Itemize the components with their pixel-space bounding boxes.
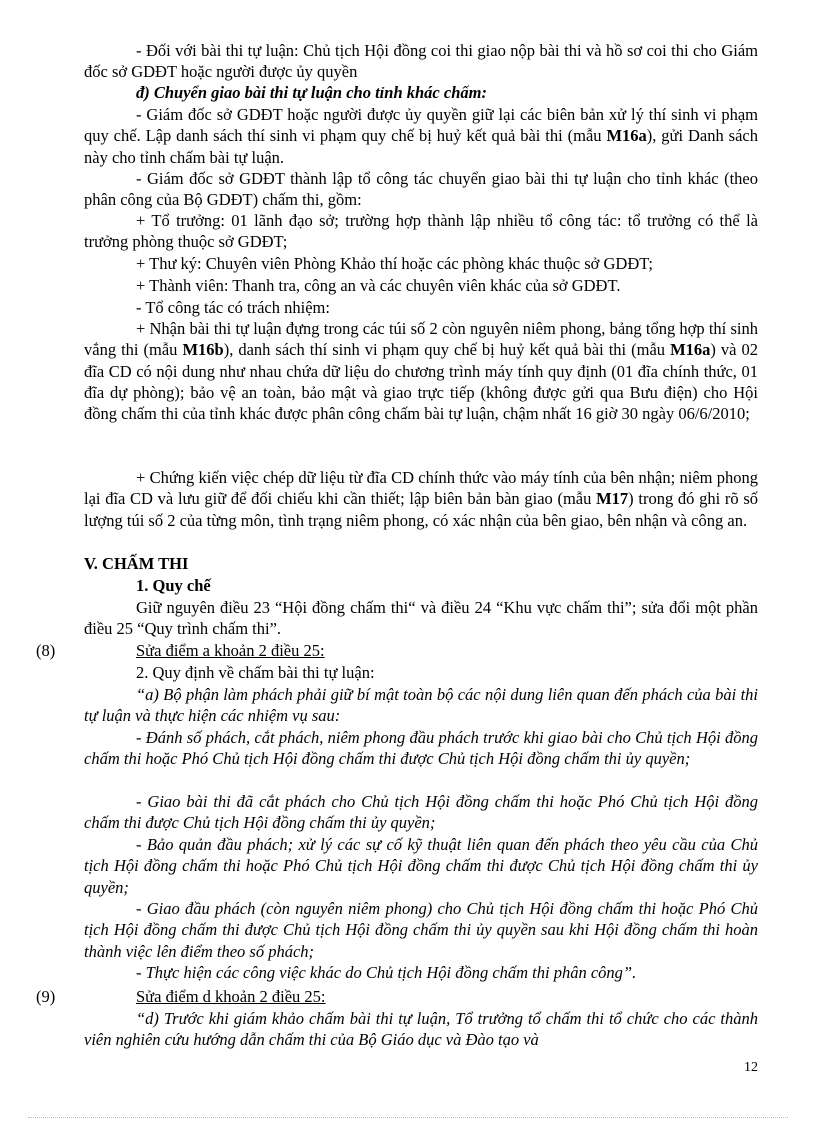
quote-number-seal: - Đánh số phách, cắt phách, niêm phong đầu phách trước khi giao bài cho Chủ tịch Hội đồng chấm thi hoặc Phó Chủ tịch Hội đồng chấm thi được Chủ tịch Hội đồng chấm thi ủy quyền; [84,728,758,769]
paragraph-members: + Thành viên: Thanh tra, công an và các chuyên viên khác của sở GDĐT. [136,276,621,295]
form-code-m17: M17 [596,489,629,509]
form-code-m16a: M16a [606,126,647,146]
paragraph-violation-list: - Giám đốc sở GDĐT hoặc người được ủy quyền giữ lại các biên bản xử lý thí sinh vi phạm quy chế. Lập danh sách thí sinh vi phạm quy chế bị huỷ kết quả bài thi (mẫu M16a), gửi Danh sách này cho tỉnh chấm bài tự luận. [84,105,758,167]
paragraph-team-leader: + Tổ trưởng: 01 lãnh đạo sở; trường hợp thành lập nhiều tổ công tác: tổ trưởng có thể là trưởng phòng thuộc sở GDĐT; [84,211,758,252]
paragraph-responsibilities: - Tổ công tác có trách nhiệm: [136,298,330,317]
quote-item-d: “d) Trước khi giám khảo chấm bài thi tự luận, Tổ trưởng tổ chấm thi tổ chức cho các thành viên nghiên cứu hướng dẫn chấm thi của Bộ Giáo dục và Đào tạo và [84,1009,758,1050]
page-number: 12 [744,1060,758,1075]
form-code-m16b: M16b [182,340,224,360]
paragraph-task-force: - Giám đốc sở GDĐT thành lập tổ công tác chuyển giao bài thi tự luận cho tỉnh khác (theo phân công của Bộ GDĐT) chấm thi, gồm: [84,169,758,210]
margin-marker-8: (8) [36,641,56,660]
quote-other-tasks: - Thực hiện các công việc khác do Chủ tịch Hội đồng chấm thi phân công”. [136,963,637,982]
section-v1-heading: 1. Quy chế [136,576,211,595]
quote-hand-over-heads: - Giao đầu phách (còn nguyên niêm phong) cho Chủ tịch Hội đồng chấm thi hoặc Phó Chủ tịch Hội đồng chấm thi được Chủ tịch Hội đồng chấm thi ủy quyền sau khi Hội đồng chấm thi hoàn thành việc lên điểm theo số phách; [84,899,758,961]
page-bottom-divider [28,1117,788,1118]
quote-item-a: “a) Bộ phận làm phách phải giữ bí mật toàn bộ các nội dung liên quan đến phách của bài thi tự luận và thực hiện các nhiệm vụ sau: [84,685,758,726]
paragraph-essay-submission: - Đối với bài thi tự luận: Chủ tịch Hội đồng coi thi giao nộp bài thi và hồ sơ coi thi cho Giám đốc sở GDĐT hoặc người được ủy quyền [84,41,758,82]
paragraph-witness-copy: + Chứng kiến việc chép dữ liệu từ đĩa CD chính thức vào máy tính của bên nhận; niêm phong lại đĩa CD và lưu giữ để đối chiếu khi cần thiết; lập biên bản bàn giao (mẫu M17) trong đó ghi rõ số lượng túi số 2 của từng môn, tình trạng niêm phong, có xác nhận của bên giao, bên nhận và công an. [84,468,758,530]
amendment-9-heading: Sửa điểm d khoản 2 điều 25: [136,987,326,1006]
paragraph-secretary: + Thư ký: Chuyên viên Phòng Khảo thí hoặc các phòng khác thuộc sở GDĐT; [136,254,654,273]
form-code-m16a: M16a [670,340,711,360]
section-d-heading: đ) Chuyển giao bài thi tự luận cho tỉnh khác chấm: [136,83,487,102]
section-v-heading: V. CHẤM THI [84,554,189,573]
section-v2-heading: 2. Quy định về chấm bài thi tự luận: [136,663,375,682]
quote-preserve-heads: - Bảo quản đầu phách; xử lý các sự cố kỹ thuật liên quan đến phách theo yêu cầu của Chủ tịch Hội đồng chấm thi hoặc Phó Chủ tịch Hội đồng chấm thi được Chủ tịch Hội đồng chấm thi ủy quyền; [84,835,758,897]
paragraph-receive-essays: + Nhận bài thi tự luận đựng trong các túi số 2 còn nguyên niêm phong, bảng tổng hợp thí sinh vắng thi (mẫu M16b), danh sách thí sinh vi phạm quy chế bị huỷ kết quả bài thi (mẫu M16a) và 02 đĩa CD có nội dung như nhau chứa dữ liệu do chương trình máy tính quy định (01 đĩa chính thức, 01 đĩa dự phòng); bảo vệ an toàn, bảo mật và giao trực tiếp (không được gửi qua Bưu điện) cho Hội đồng chấm thi của tỉnh khác được phân công chấm bài tự luận, chậm nhất 16 giờ 30 ngày 06/6/2010; [84,319,758,424]
paragraph-keep-articles: Giữ nguyên điều 23 “Hội đồng chấm thi“ và điều 24 “Khu vực chấm thi”; sửa đổi một phần điều 25 “Quy trình chấm thi”. [84,598,758,639]
amendment-8-heading: Sửa điểm a khoản 2 điều 25: [136,641,325,660]
quote-deliver-essays: - Giao bài thi đã cắt phách cho Chủ tịch Hội đồng chấm thi hoặc Phó Chủ tịch Hội đồng chấm thi được Chủ tịch Hội đồng chấm thi ủy quyền; [84,792,758,833]
margin-marker-9: (9) [36,987,56,1006]
